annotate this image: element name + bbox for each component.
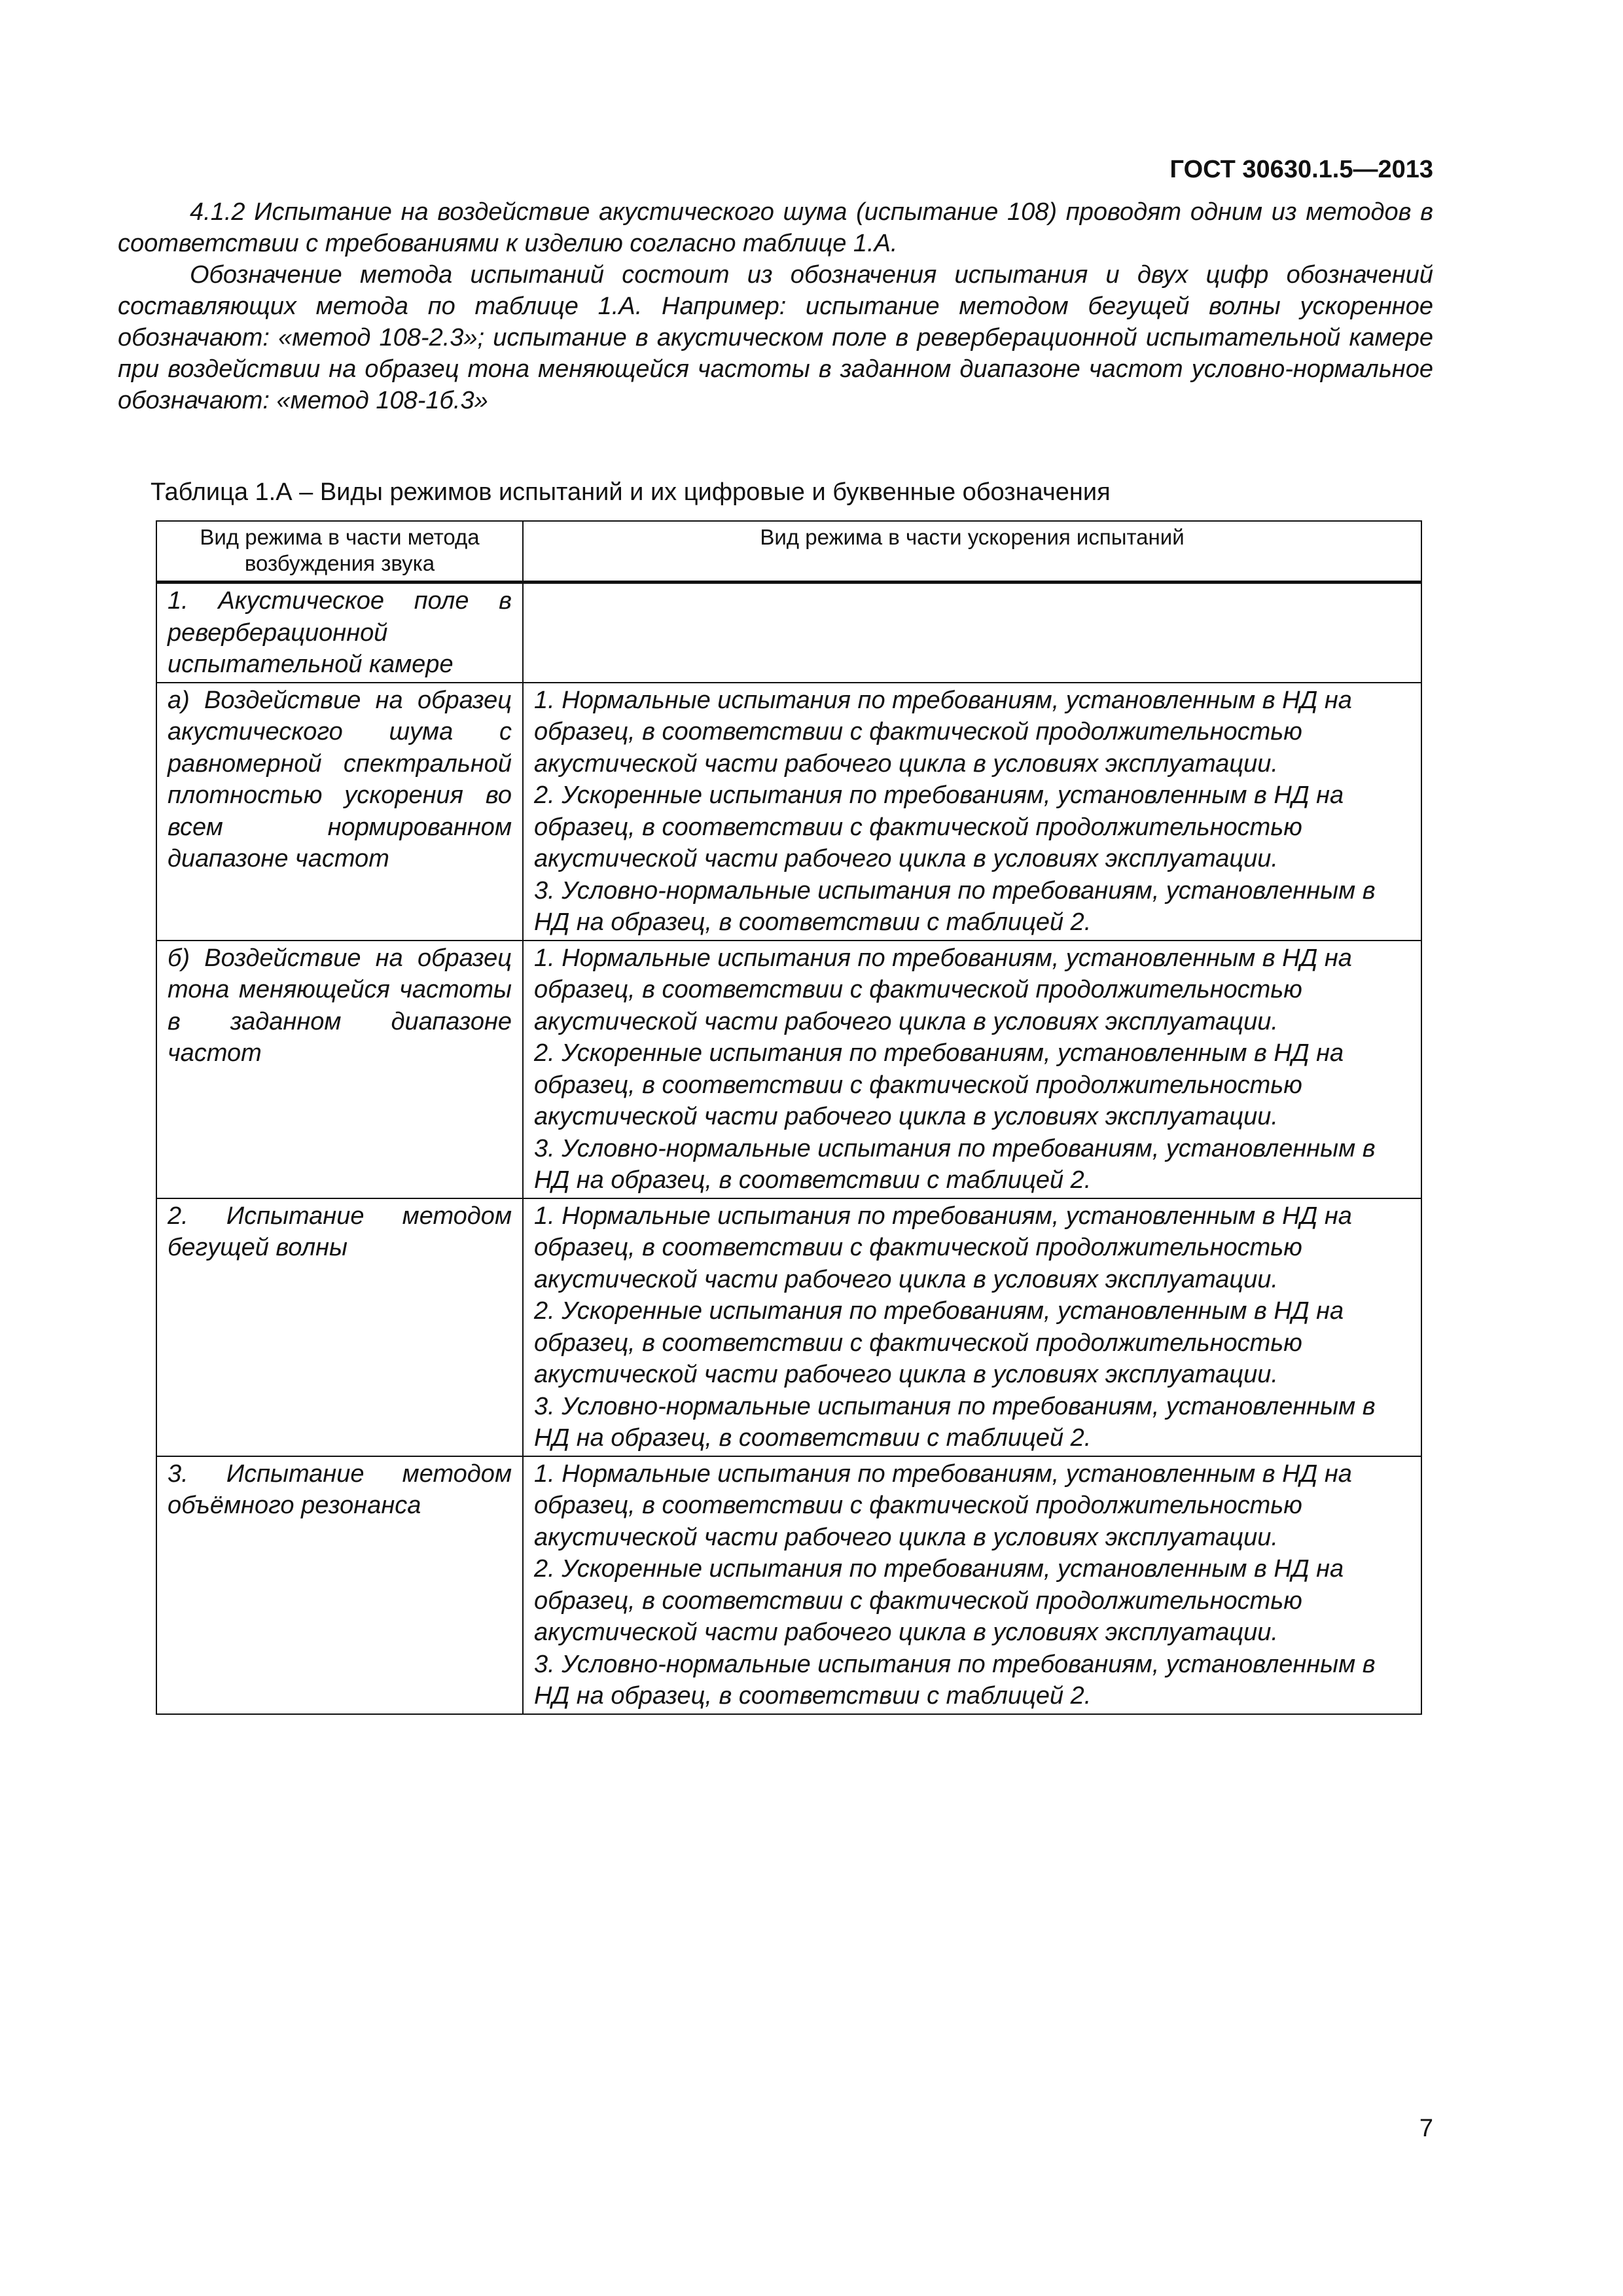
table-caption: Таблица 1.А – Виды режимов испытаний и их цифровые и буквенные обозначения bbox=[151, 478, 1111, 506]
table-header-row bbox=[156, 521, 1421, 583]
requirements-cell bbox=[523, 1198, 1421, 1456]
column-header-acceleration-mode: Вид режима в части ускорения испытаний bbox=[523, 521, 1421, 583]
method-cell: 1. Акустическое поле в реверберационной испытательной камере bbox=[156, 583, 523, 683]
requirement-item: 2. Ускоренные испытания по требованиям, установленным в НД на образец, в соответствии с фактической продолжительностью акустической части рабочего цикла в условиях эксплуатации. bbox=[534, 1555, 1344, 1646]
requirement-item: 1. Нормальные испытания по требованиям, установленным в НД на образец, в соответствии с фактической продолжительностью акустической части рабочего цикла в условиях эксплуатации. bbox=[534, 686, 1352, 778]
requirements-cell bbox=[523, 1456, 1421, 1714]
table-row bbox=[156, 941, 1421, 1198]
document-code: ГОСТ 30630.1.5—2013 bbox=[1169, 156, 1433, 183]
intro-paragraph: 4.1.2 Испытание на воздействие акустического шума (испытание 108) проводят одним из методов в соответствии с требованиями к изделию согласно таблице 1.А. bbox=[118, 198, 1433, 257]
method-cell: 3. Испытание методом объёмного резонанса bbox=[156, 1456, 523, 1714]
requirement-item: 1. Нормальные испытания по требованиям, установленным в НД на образец, в соответствии с фактической продолжительностью акустической части рабочего цикла в условиях эксплуатации. bbox=[534, 1460, 1352, 1551]
requirement-item: 2. Ускоренные испытания по требованиям, установленным в НД на образец, в соответствии с фактической продолжительностью акустической части рабочего цикла в условиях эксплуатации. bbox=[534, 1039, 1344, 1130]
modes-table bbox=[156, 520, 1422, 1715]
intro-paragraph: Обозначение метода испытаний состоит из обозначения испытания и двух цифр обозначений составляющих метода по таблице 1.А. Например: испытание методом бегущей волны ускоренное обозначают: «метод 108-2.3»; испытание в акустическом поле в реверберационной испытательной камере при воздействии на образец тона меняющейся частоты в заданном диапазоне частот условно-нормальное обозначают: «метод 108-1б.3» bbox=[118, 261, 1433, 414]
requirements-cell bbox=[523, 583, 1421, 683]
requirement-item: 3. Условно-нормальные испытания по требованиям, установленным в НД на образец, в соответствии с таблицей 2. bbox=[534, 1392, 1376, 1452]
method-cell: б) Воздействие на образец тона меняющейся частоты в заданном диапазоне частот bbox=[156, 941, 523, 1198]
table-row bbox=[156, 583, 1421, 683]
requirement-item: 3. Условно-нормальные испытания по требованиям, установленным в НД на образец, в соответствии с таблицей 2. bbox=[534, 1134, 1376, 1194]
requirement-item: 3. Условно-нормальные испытания по требованиям, установленным в НД на образец, в соответствии с таблицей 2. bbox=[534, 876, 1376, 936]
table-row bbox=[156, 1198, 1421, 1456]
page-number: 7 bbox=[1419, 2115, 1433, 2142]
method-cell: а) Воздействие на образец акустического шума с равномерной спектральной плотностью ускорения во всем нормированном диапазоне частот bbox=[156, 683, 523, 941]
requirement-item: 1. Нормальные испытания по требованиям, установленным в НД на образец, в соответствии с фактической продолжительностью акустической части рабочего цикла в условиях эксплуатации. bbox=[534, 944, 1352, 1035]
requirement-item: 3. Условно-нормальные испытания по требованиям, установленным в НД на образец, в соответствии с таблицей 2. bbox=[534, 1650, 1376, 1710]
method-cell: 2. Испытание методом бегущей волны bbox=[156, 1198, 523, 1456]
column-header-excitation-method: Вид режима в части метода возбуждения звука bbox=[156, 521, 523, 583]
intro-text bbox=[118, 196, 1433, 416]
requirement-item: 2. Ускоренные испытания по требованиям, установленным в НД на образец, в соответствии с фактической продолжительностью акустической части рабочего цикла в условиях эксплуатации. bbox=[534, 1297, 1344, 1388]
table-row bbox=[156, 683, 1421, 941]
requirement-item: 1. Нормальные испытания по требованиям, установленным в НД на образец, в соответствии с фактической продолжительностью акустической части рабочего цикла в условиях эксплуатации. bbox=[534, 1202, 1352, 1293]
requirements-cell bbox=[523, 683, 1421, 941]
requirements-cell bbox=[523, 941, 1421, 1198]
requirement-item: 2. Ускоренные испытания по требованиям, установленным в НД на образец, в соответствии с фактической продолжительностью акустической части рабочего цикла в условиях эксплуатации. bbox=[534, 781, 1344, 872]
table-row bbox=[156, 1456, 1421, 1714]
